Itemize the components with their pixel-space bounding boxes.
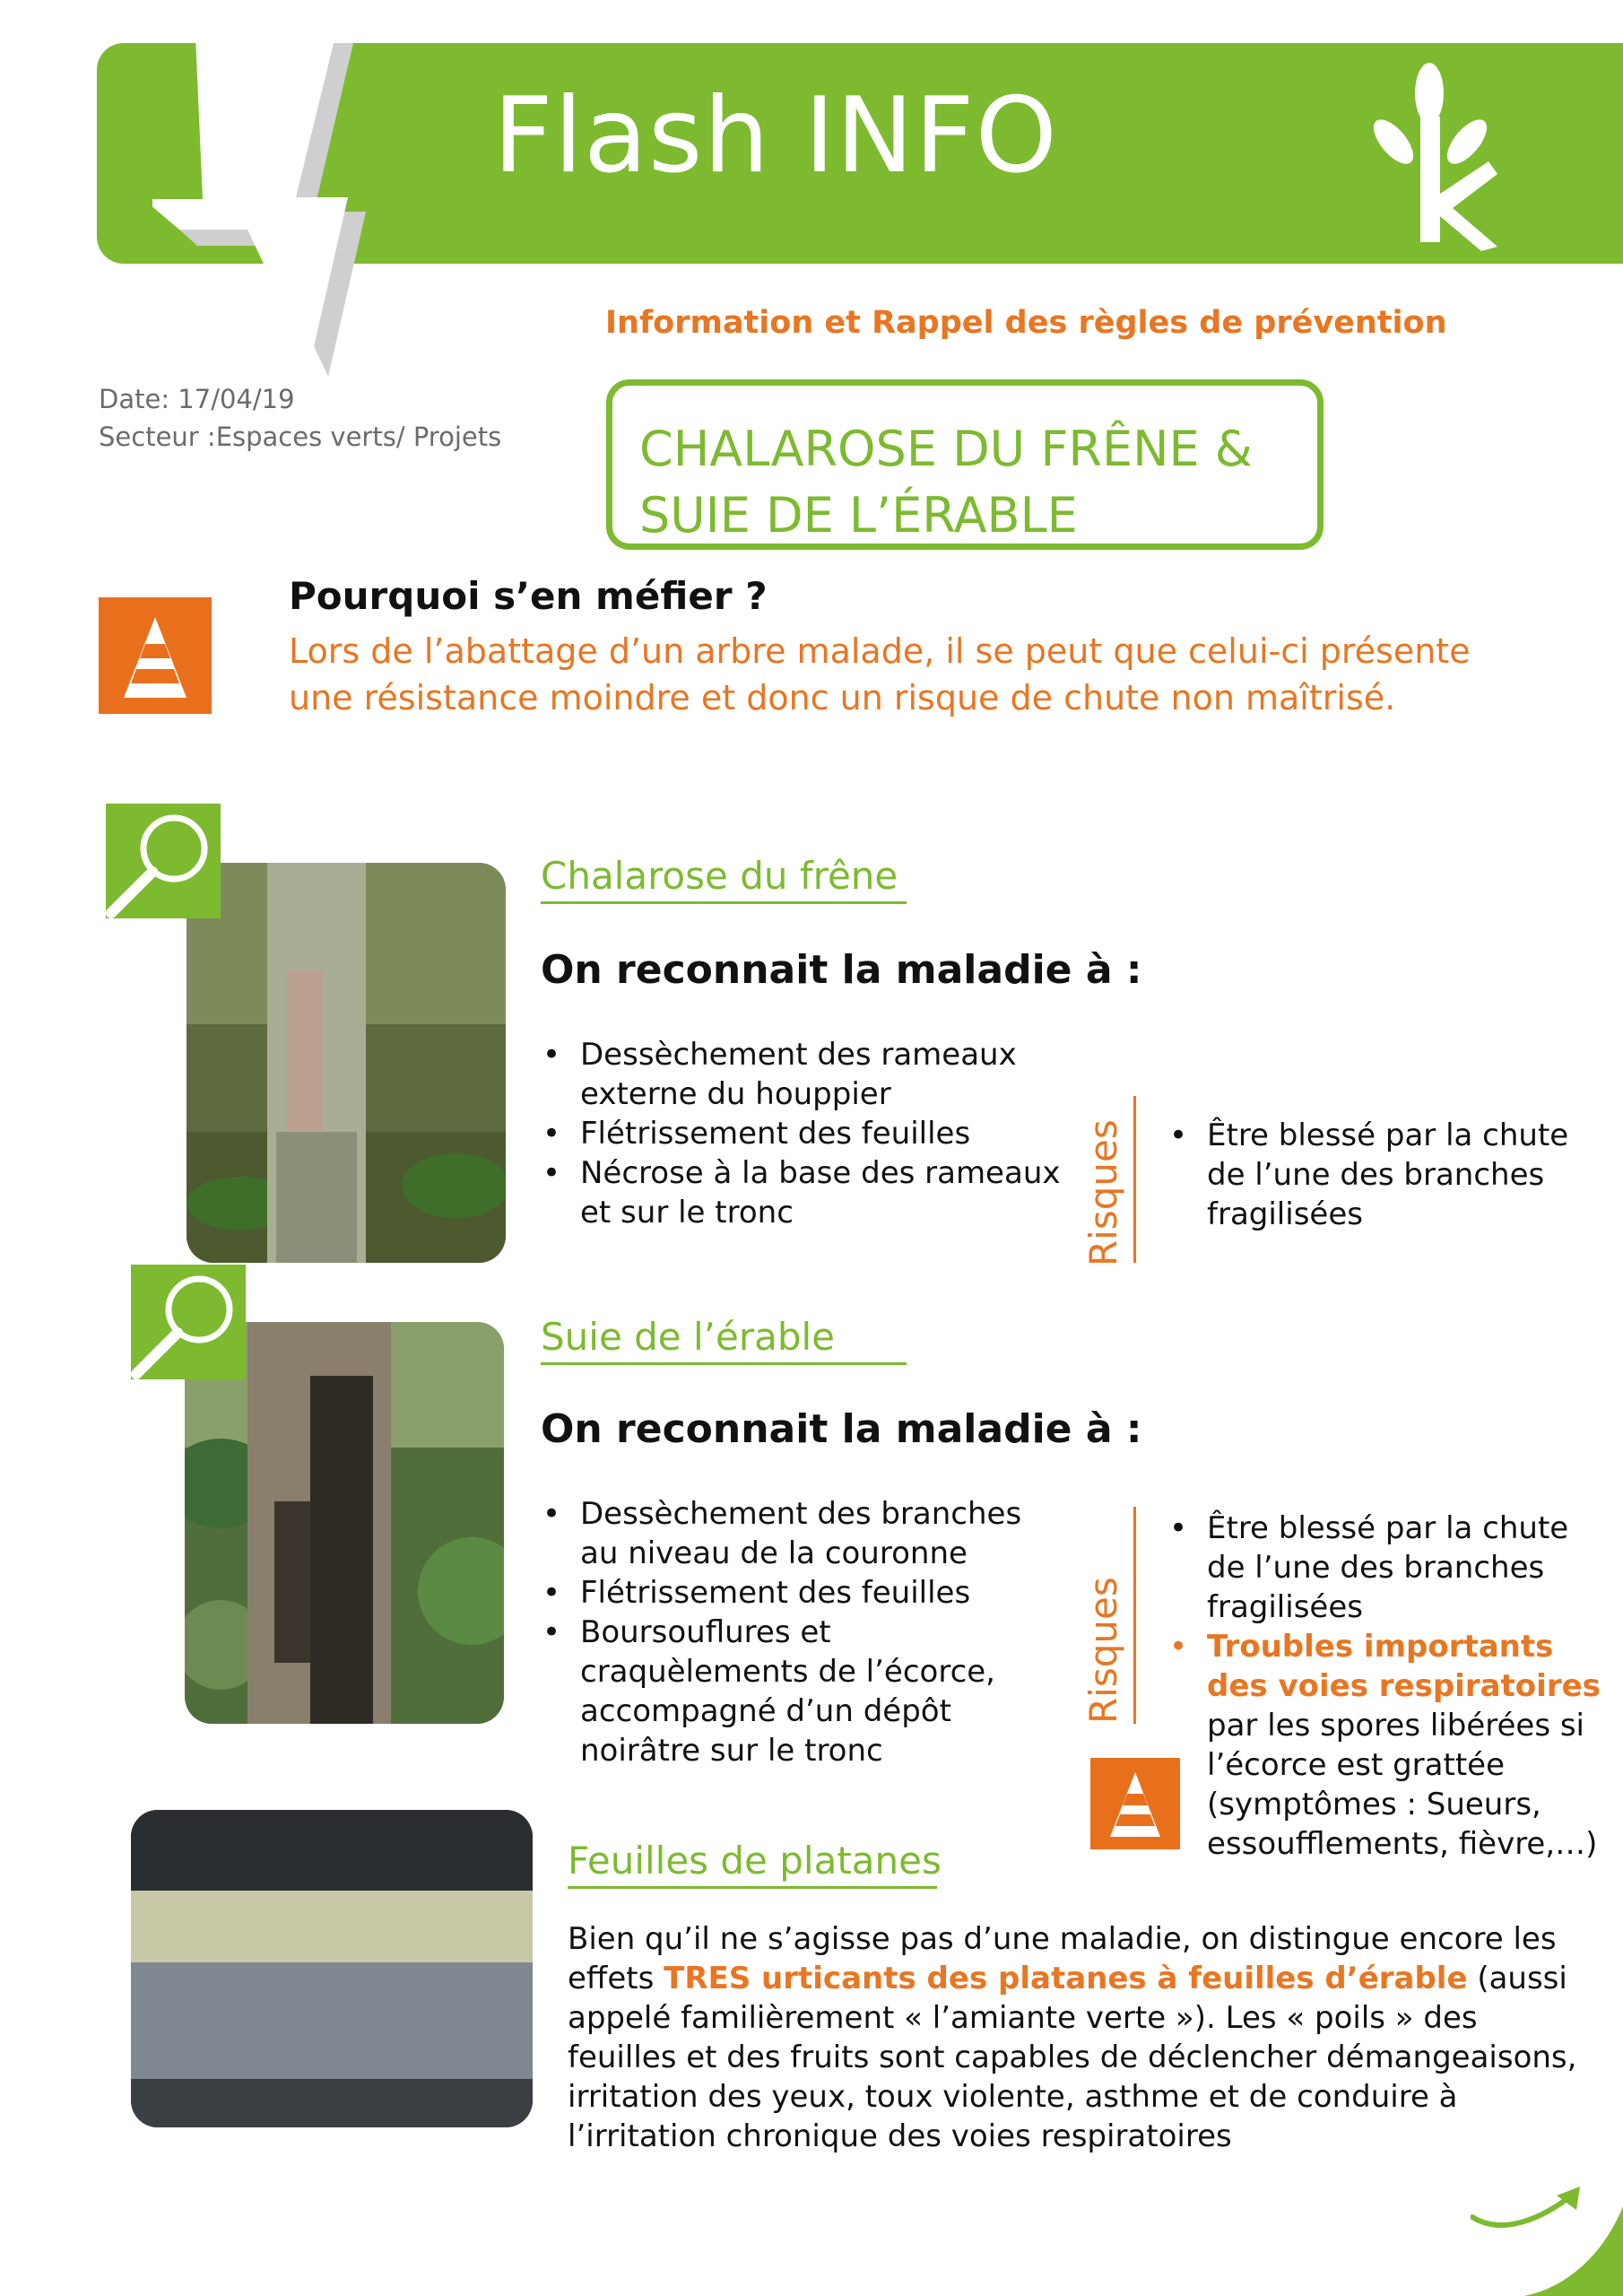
plane-leaves-photo (131, 1810, 533, 2127)
risk-detail: par les spores libérées si l’écorce est grattée (symptômes : Sueurs, essoufflements, fièvre,…) (1207, 1708, 1598, 1862)
risk-label: Risques (1081, 1119, 1125, 1266)
symptom-list (541, 1494, 1061, 1770)
next-page-arrow-icon (1471, 2170, 1623, 2296)
list-item: • Être blessé par la chute de l’une des branches fragilisées (1167, 1116, 1598, 1234)
why-text: Lors de l’abattage d’un arbre malade, il se peut que celui-ci présente une résistance moindre et donc un risque de chute non maîtrisé. (289, 631, 1471, 718)
section-title-chalarose: Chalarose du frêne (541, 854, 907, 904)
section-title-suie: Suie de l’érable (541, 1315, 907, 1365)
list-item: • Être blessé par la chute de l’une des branches fragilisées (1167, 1509, 1607, 1627)
risk-list (1167, 1116, 1598, 1234)
recognize-heading: On reconnait la maladie à : (541, 1406, 1142, 1452)
main-title-line1: CHALAROSE DU FRÊNE & (639, 421, 1253, 477)
why-title: Pourquoi s’en méfier ? (289, 574, 768, 618)
symptom-list (541, 1035, 1061, 1232)
platanes-paragraph (568, 1919, 1590, 2156)
paragraph-text: Bien qu’il ne s’agisse pas d’une maladie, on distingue encore les effets (568, 1921, 1557, 1996)
date-label: Date: 17/04/19 (99, 384, 295, 414)
main-title-box (606, 379, 1324, 550)
magnifier-icon (106, 804, 221, 918)
list-item: • Flétrissement des feuilles (541, 1573, 1061, 1613)
list-item: • Dessèchement des rameaux externe du houppier (541, 1035, 1061, 1114)
paragraph-highlight: TRES urticants des platanes à feuilles d’érable (664, 1961, 1468, 1996)
ash-tree-photo (187, 863, 506, 1263)
list-item: • Dessèchement des branches au niveau de la couronne (541, 1494, 1061, 1573)
section-title-platanes: Feuilles de platanes (568, 1839, 937, 1889)
risk-label: Risques (1081, 1577, 1125, 1724)
list-item: • Boursouflures et craquèlements de l’écorce, accompagné d’un dépôt noirâtre sur le tronc (541, 1613, 1061, 1770)
maple-tree-photo (185, 1322, 504, 1724)
subheading: Information et Rappel des règles de prévention (605, 305, 1447, 341)
list-item (1167, 1627, 1607, 1864)
risk-list (1167, 1509, 1607, 1864)
main-title-line2: SUIE DE L’ÉRABLE (639, 487, 1078, 544)
list-item: • Flétrissement des feuilles (541, 1114, 1061, 1153)
recognize-heading: On reconnait la maladie à : (541, 947, 1142, 993)
company-logo-icon (1363, 63, 1497, 251)
risk-divider (1133, 1507, 1136, 1724)
risk-divider (1133, 1096, 1136, 1263)
sector-label: Secteur :Espaces verts/ Projets (99, 422, 502, 452)
paragraph-text: (aussi appelé familièrement « l’amiante verte »). Les « poils » des feuilles et des fruits sont capables de déclencher démangeaisons, irritation des yeux, toux violente, asthme et de conduire à l’irritation chronique des voies respiratoires (568, 1961, 1577, 2154)
warning-cone-icon (99, 597, 212, 714)
warning-cone-icon (1090, 1758, 1180, 1849)
page-title: Flash INFO (493, 75, 1058, 196)
magnifier-icon (131, 1265, 246, 1379)
risk-highlight: Troubles importants des voies respiratoires (1207, 1629, 1601, 1704)
document-meta (99, 380, 501, 456)
lightning-icon (152, 36, 386, 377)
list-item: • Nécrose à la base des rameaux et sur le tronc (541, 1153, 1061, 1232)
